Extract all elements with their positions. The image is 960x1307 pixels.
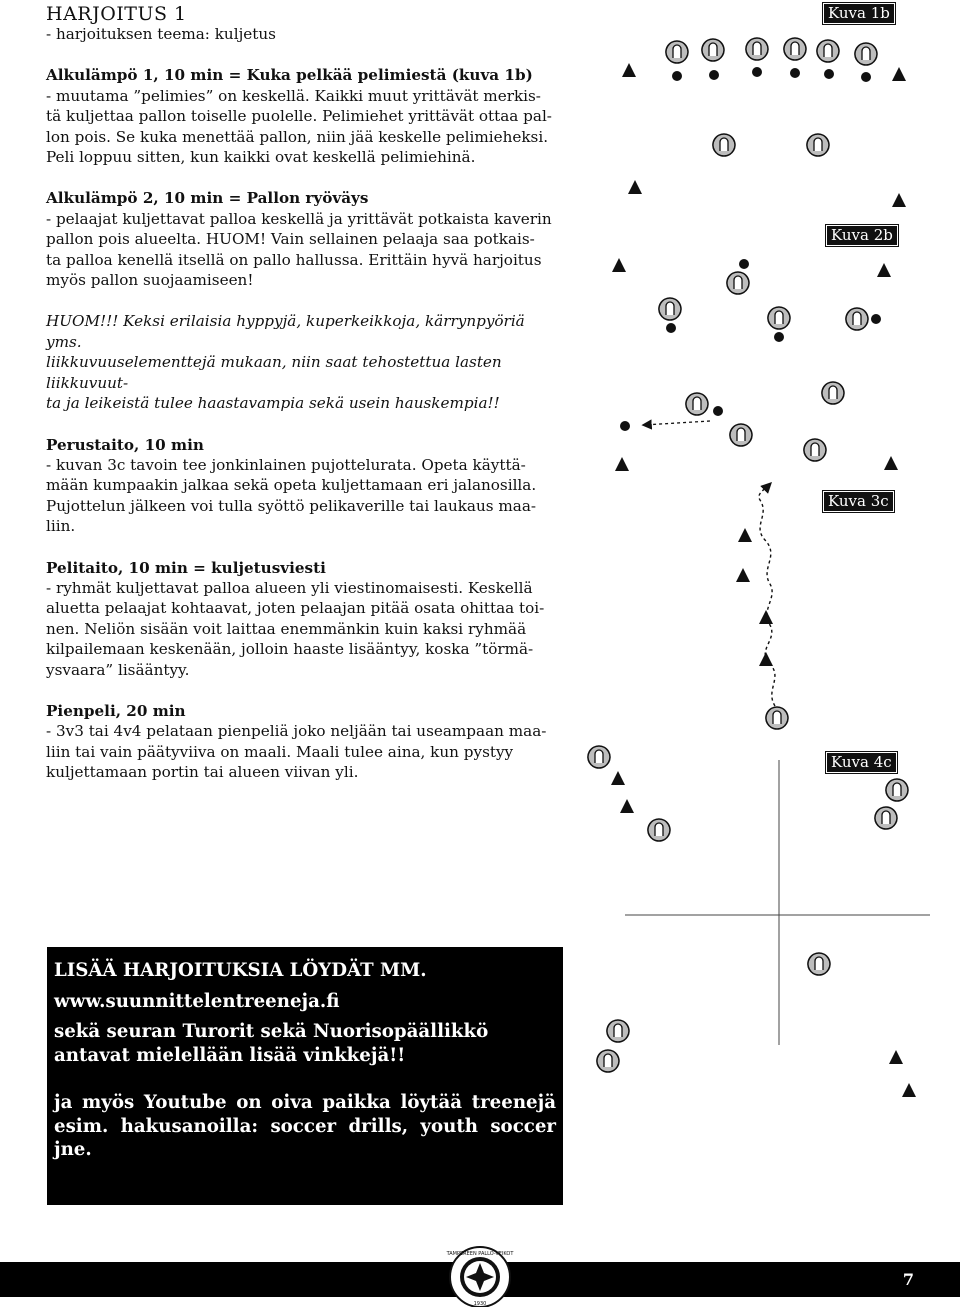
section-line: - pelaajat kuljettavat palloa keskellä ja yrittävät potkaista kaverin	[46, 209, 552, 228]
section-heading: Alkulämpö 1, 10 min = Kuka pelkää pelimiestä (kuva 1b)	[46, 66, 533, 85]
section-line: - 3v3 tai 4v4 pelataan pienpeliä joko neljään tai useampaan maa-	[46, 722, 547, 741]
cone-icon	[628, 180, 642, 194]
section-line: ta palloa kenellä itsellä on pallo hallussa. Erittäin hyvä harjoitus	[46, 250, 542, 269]
section-line: lon pois. Se kuka menettää pallon, niin jää keskelle pelimieheksi.	[46, 127, 549, 146]
ball-icon	[620, 421, 630, 431]
player-icon	[713, 134, 735, 156]
player-icon	[875, 807, 897, 829]
player-icon	[607, 1020, 629, 1042]
promo-website: www.suunnittelentreeneja.fi	[54, 990, 340, 1012]
section-line: liin.	[46, 517, 76, 536]
page-number: 7	[902, 1270, 914, 1289]
player-icon	[648, 819, 670, 841]
cone-icon	[611, 771, 625, 785]
section-line: Peli loppuu sitten, kun kaikki ovat keskellä pelimiehinä.	[46, 148, 476, 167]
ball-icon	[713, 406, 723, 416]
player-icon	[822, 382, 844, 404]
cone-icon	[877, 263, 891, 277]
section-heading: Pelitaito, 10 min = kuljetusviesti	[46, 558, 326, 577]
player-icon	[817, 40, 839, 62]
section-line: liin tai vain päätyviiva on maali. Maali tulee aina, kun pystyy	[46, 742, 514, 761]
promo-line: sekä seuran Turorit sekä Nuorisopäällikkö	[54, 1021, 489, 1042]
note-line: HUOM!!! Keksi erilaisia hyppyjä, kuperkeikkoja, kärrynpyöriä yms.	[46, 312, 525, 351]
player-icon	[804, 439, 826, 461]
diagram-kuva-2b	[612, 180, 906, 342]
ball-icon	[824, 69, 834, 79]
note-line: ta ja leikeistä tulee haastavampia sekä usein hauskempia!!	[46, 394, 500, 413]
cone-icon	[892, 193, 906, 207]
diagram-kuva-3c	[615, 382, 898, 729]
player-icon	[784, 38, 806, 60]
cone-icon	[620, 799, 634, 813]
cone-icon	[622, 63, 636, 77]
ball-icon	[752, 67, 762, 77]
logo-text: TAMPEREEN PALLO-VEIKOT	[446, 1251, 514, 1257]
section-heading: Pienpeli, 20 min	[46, 701, 186, 720]
ball-icon	[672, 71, 682, 81]
player-icon	[659, 298, 681, 320]
player-icon	[686, 393, 708, 415]
section-line: - muutama ”pelimies” on keskellä. Kaikki muut yrittävät merkis-	[46, 86, 541, 105]
section-line: myös pallon suojaamiseen!	[46, 271, 254, 290]
theme-line: - harjoituksen teema: kuljetus	[46, 25, 276, 43]
ball-icon	[709, 70, 719, 80]
player-icon	[730, 424, 752, 446]
player-icon	[727, 272, 749, 294]
section-line: pallon pois alueelta. HUOM! Vain sellainen pelaaja saa potkais-	[46, 230, 535, 249]
section-line: kuljettamaan portin tai alueen viivan yli.	[46, 763, 359, 782]
cone-icon	[759, 610, 773, 624]
player-icon	[597, 1050, 619, 1072]
ball-icon	[666, 323, 676, 333]
player-icon	[886, 779, 908, 801]
promo-line: antavat mielellään lisää vinkkejä!!	[54, 1044, 406, 1066]
promo-headline: LISÄÄ HARJOITUKSIA LÖYDÄT MM.	[54, 960, 427, 981]
player-icon	[855, 43, 877, 65]
diagram-kuva-4c	[588, 746, 930, 1097]
ball-icon	[861, 72, 871, 82]
figure-label-3c: Kuva 3c	[822, 490, 895, 513]
section-line: Pujottelun jälkeen voi tulla syöttö pelikaverille tai laukaus maa-	[46, 496, 537, 515]
section-line: nen. Neliön sisään voit laittaa enemmänkin kuin kaksi ryhmää	[46, 619, 527, 638]
player-icon	[746, 38, 768, 60]
pass-arrow	[644, 421, 710, 425]
section-line: - kuvan 3c tavoin tee jonkinlainen pujottelurata. Opeta käyttä-	[46, 455, 526, 474]
promo-box	[47, 947, 563, 1205]
player-icon	[807, 134, 829, 156]
section-line: aluetta pelaajat kohtaavat, joten pelaajan pitää osata ohittaa toi-	[46, 599, 545, 618]
figure-label-4c: Kuva 4c	[825, 751, 898, 774]
player-icon	[666, 41, 688, 63]
cone-icon	[889, 1050, 903, 1064]
ball-icon	[739, 259, 749, 269]
ball-icon	[790, 68, 800, 78]
cone-icon	[759, 652, 773, 666]
player-icon	[808, 953, 830, 975]
section-line: - ryhmät kuljettavat palloa alueen yli viestinomaisesti. Keskellä	[46, 578, 533, 597]
player-icon	[846, 308, 868, 330]
section-line: ysvaara” lisääntyy.	[46, 660, 190, 679]
logo-year: 1930	[473, 1301, 487, 1307]
club-logo	[444, 1243, 516, 1307]
player-icon	[588, 746, 610, 768]
section-line: mään kumpaakin jalkaa sekä opeta kuljettamaan eri jalanosilla.	[46, 476, 537, 495]
cone-icon	[736, 568, 750, 582]
section-heading: Perustaito, 10 min	[46, 435, 204, 454]
player-icon	[768, 307, 790, 329]
ball-icon	[774, 332, 784, 342]
note-line: liikkuvuuselementtejä mukaan, niin saat tehostettua lasten liikkuvuut-	[46, 353, 502, 392]
ball-icon	[871, 314, 881, 324]
promo-youtube: ja myös Youtube on oiva paikka löytää treenejä esim. hakusanoilla: soccer drills, youth soccer jne.	[54, 1092, 556, 1160]
dribble-path	[759, 484, 775, 706]
cone-icon	[892, 67, 906, 81]
page-title: HARJOITUS 1	[46, 3, 187, 25]
cone-icon	[615, 457, 629, 471]
diagram-kuva-1b	[622, 38, 906, 156]
section-heading: Alkulämpö 2, 10 min = Pallon ryöväys	[46, 189, 369, 208]
figure-label-2b: Kuva 2b	[825, 224, 899, 247]
figure-label-1b: Kuva 1b	[822, 2, 896, 25]
player-icon	[766, 707, 788, 729]
cone-icon	[738, 528, 752, 542]
section-line: tä kuljettaa pallon toiselle puolelle. Pelimiehet yrittävät ottaa pal-	[46, 107, 552, 126]
cone-icon	[902, 1083, 916, 1097]
cone-icon	[884, 456, 898, 470]
player-icon	[702, 39, 724, 61]
section-line: kilpailemaan keskenään, jolloin haaste lisääntyy, koska ”törmä-	[46, 640, 534, 659]
cone-icon	[612, 258, 626, 272]
